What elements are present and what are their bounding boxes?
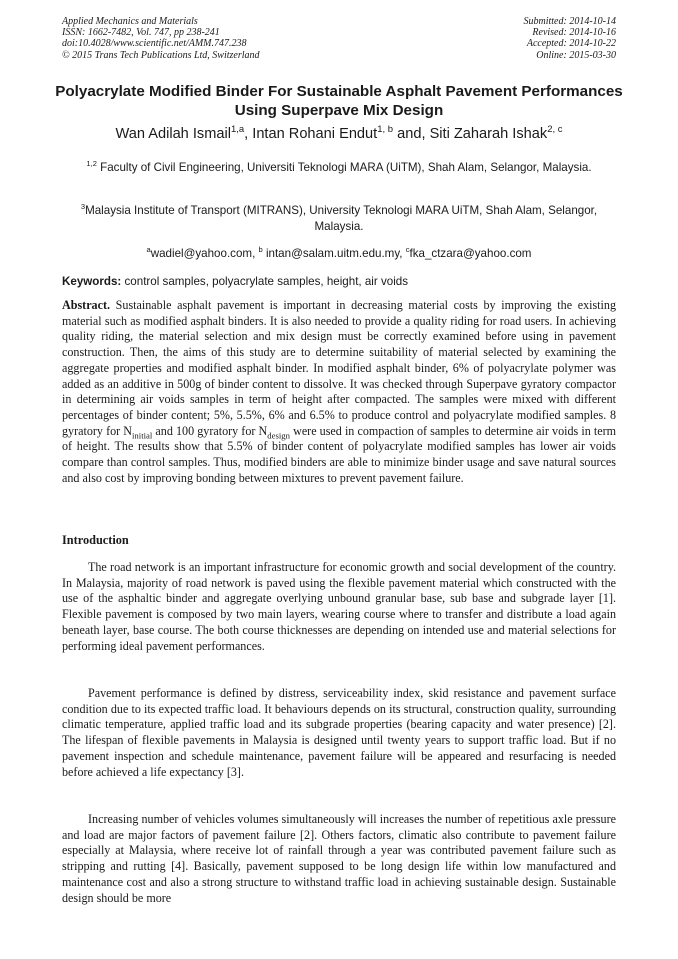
date-submitted: Submitted: 2014-10-14 — [523, 16, 616, 27]
abstract-text: and 100 gyratory for N — [152, 423, 268, 438]
author-name: Wan Adilah Ismail — [115, 126, 231, 142]
date-revised: Revised: 2014-10-16 — [532, 27, 616, 39]
subscript: design — [267, 430, 290, 441]
affiliation-1 — [80, 160, 598, 176]
journal-header-left — [62, 16, 260, 61]
author-affiliation-marker: 1,a — [230, 124, 245, 136]
journal-header-right — [524, 16, 617, 61]
journal-copyright: © 2015 Trans Tech Publications Ltd, Switzerland — [62, 49, 260, 61]
keywords-text: control samples, polyacrylate samples, height, air voids — [121, 275, 409, 288]
date-accepted: Accepted: 2014-10-22 — [526, 38, 616, 50]
affiliation-text: Faculty of Civil Engineering, Universiti Teknologi MARA (UiTM), Shah Alam, Selangor, Malaysia. — [96, 161, 592, 174]
affiliation-marker: 1,2 — [86, 159, 97, 169]
abstract-text: were used in compaction of samples to determine air voids in term of height. The results show that 5.5% of binder content of polyacrylate modified samples has lower air voids compare than control samples. Thus, modified binders are able to minimize binder usage and save natural sources and also cost by improving bonding between mixtures to prevent pavement failure. — [62, 423, 616, 485]
keywords-label: Keywords: — [62, 275, 122, 288]
author-separator: and, — [393, 126, 430, 142]
abstract-text: Sustainable asphalt pavement is important in decreasing material costs by improving the existing material such as modified asphalt binders. It is also needed to provide a quality riding for road users. In achieving quality riding, the material selection and mix design must be correctly examined before using in pavement construction. Then, the aims of this study are to determine suitability of material selected by examining the aggregate properties and modified asphalt binder. In modified asphalt binder, 6% of polyacrylate polymer was added as an additive in 500g of binder content to dissolve. It was checked through Superpave gyratory compactor in determining air voids samples in term of height after compacted. The samples were mixed with different percentages of binder content; 5%, 5.5%, 6% and 6.5% to produce control and polyacrylate modified samples. 8 gyratory for N — [62, 298, 616, 438]
journal-doi: doi:10.4028/www.scientific.net/AMM.747.238 — [62, 38, 247, 50]
author-separator: , — [244, 126, 253, 142]
affiliation-marker: 3 — [80, 202, 86, 212]
subscript: initial — [132, 430, 153, 441]
keywords — [62, 274, 616, 289]
email-text: fka_ctzara@yahoo.com — [409, 247, 532, 260]
paper-title: Polyacrylate Modified Binder For Sustainable Asphalt Pavement Performances Using Superpave Mix Design — [55, 83, 623, 119]
intro-paragraph-3: Increasing number of vehicles volumes simultaneously will increases the number of repetitious axle pressure and load are major factors of pavement failure [2]. Others factors, climatic also contribute to pavement failure especially at Malaysia, where receive lot of rainfall through a year was contributed pavement failure such as stripping and rutting [4]. Basically, pavement supposed to be long design life within low manufactured and maintenance cost and also a strong structure to withstand traffic load in achieving sustainable design. Sustainable design should be more — [62, 812, 616, 905]
intro-paragraph-1: The road network is an important infrastructure for economic growth and social development of the country. In Malaysia, majority of road network is paved using the flexible pavement material which constructed with the use of the asphaltic binder and aggregate overlying unbound granular base, sub base and subgrade layer [1]. Flexible pavement is composed by two main layers, wearing course where to transfer and distribute a load again beneath layer, base course. The both course thicknesses are depending on intended use and material selections for performing ideal pavement performances. — [62, 560, 616, 653]
author-name: Intan Rohani Endut — [252, 126, 378, 142]
journal-name: Applied Mechanics and Materials — [62, 16, 198, 27]
author-affiliation-marker: 2, c — [547, 124, 563, 136]
email-marker: b — [258, 245, 263, 255]
section-heading-introduction: Introduction — [62, 533, 129, 547]
date-online: Online: 2015-03-30 — [536, 49, 616, 61]
author-name: Siti Zaharah Ishak — [429, 126, 548, 142]
journal-issn: ISSN: 1662-7482, Vol. 747, pp 238-241 — [62, 27, 220, 39]
affiliation-text: Malaysia Institute of Transport (MITRANS), University Teknologi MARA UiTM, Shah Alam, Selangor, Malaysia. — [85, 204, 598, 233]
email-marker: c — [405, 245, 410, 255]
email-marker: a — [146, 245, 151, 255]
email-text: intan@salam.uitm.edu.my, — [262, 247, 406, 260]
author-emails — [60, 246, 618, 261]
abstract — [62, 298, 616, 486]
abstract-label: Abstract. — [62, 298, 111, 312]
author-affiliation-marker: 1, b — [377, 124, 394, 136]
intro-paragraph-2: Pavement performance is defined by distress, serviceability index, skid resistance and pavement surface condition due to its expected traffic load. It behaviours depends on its structural, construction quality, surrounding climatic temperature, applied traffic load and its subgrade properties (bearing capacity and water presence) [2]. The lifespan of flexible pavements in Malaysia is designed until twenty years to support traffic load. But if no pavement inspection and schedule maintenance, pavement failure will be appeared and resurfacing is needed before achieved a life expectancy [3]. — [62, 686, 616, 779]
affiliation-2 — [80, 203, 598, 234]
email-text: wadiel@yahoo.com, — [150, 247, 259, 260]
author-list — [40, 125, 638, 143]
